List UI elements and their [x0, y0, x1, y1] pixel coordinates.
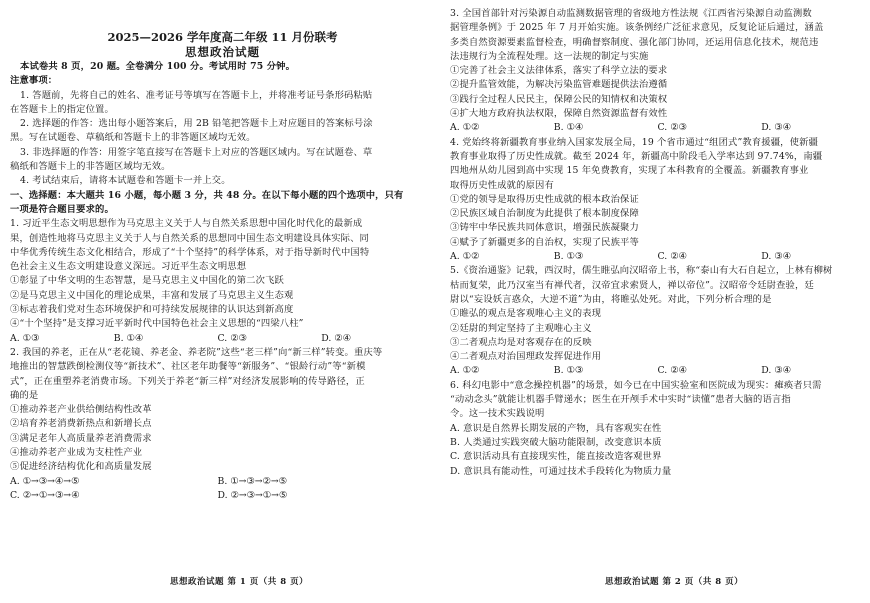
statement-item: ③铸牢中华民族共同体意识，增强民族凝聚力: [450, 222, 639, 234]
statement-item: ④赋予了新疆更多的自治权，实现了民族平等: [450, 236, 639, 248]
question-stem: 据管理条例》于 2025 年 7 月开始实施。该条例经广泛征求意见，反复论证后通过，涵盖: [450, 22, 824, 34]
question-stem: 枯而复荣，此乃汉室当有禅代者，汉帝宜求索贤人，禅以帝位”。汉昭帝令廷尉查验，廷: [450, 279, 814, 291]
statement-item: ③践行全过程人民民主，保障公民的知情权和决策权: [450, 93, 668, 105]
option-c: C. ②→①→③→④: [10, 489, 80, 501]
answer-options: [450, 250, 865, 264]
statement-item: ④扩大地方政府执法权限，保障自然资源监督有效性: [450, 108, 668, 120]
page-2: [450, 0, 865, 603]
exam-title: 2025—2026 学年度高二年级 11 月份联考: [107, 30, 338, 44]
option-c: C. ②④: [657, 251, 687, 263]
subject-title: 思想政治试题: [185, 45, 260, 59]
notes-heading: 注意事项：: [10, 75, 58, 87]
question-stem: 5.《资治通鉴》记载，西汉时，儒生睢弘向汉昭帝上书，称“泰山有大石自起立，上林有柳树: [450, 265, 833, 277]
statement-item: ②民族区域自治制度为此提供了根本制度保障: [450, 208, 639, 220]
statement-item: ③标志着我们党对生态环境保护和可持续发展规律的认识达到新高度: [10, 304, 294, 316]
exam-info: 本试卷共 8 页，20 题。全卷满分 100 分。考试用时 75 分钟。: [20, 61, 296, 72]
question-6: [450, 379, 865, 479]
note-line: 稿纸和答题卡上的非答题区域均无效。: [10, 161, 171, 173]
section-heading: 一项是符合题目要求的。: [10, 203, 114, 215]
question-4: [450, 136, 865, 265]
option-c: C. ②③: [217, 332, 247, 344]
option-c: C. ②③: [657, 122, 687, 134]
statement-item: ②是马克思主义中国化的理论成果，丰富和发展了马克思主义生态观: [10, 289, 294, 301]
statement-item: ⑤促进经济结构优化和高质量发展: [10, 461, 152, 473]
statement-item: ①党的领导是取得历史性成就的根本政治保证: [450, 193, 639, 205]
statement-item: ①睢弘的观点是客观唯心主义的表现: [450, 308, 602, 320]
note-line: 黑。写在试题卷、草稿纸和答题卡上的非答题区域均无效。: [10, 132, 256, 144]
option-d: D. ③④: [761, 365, 791, 377]
note-line: 3. 非选择题的作答：用签字笔直接写在答题卡上对应的答题区域内。写在试题卷、草: [20, 146, 373, 158]
question-3: [450, 7, 865, 136]
option-d: D. ②④: [321, 332, 351, 344]
question-stem: 地推出的智慧跌倒检测仪等“新技术”、社区老年助餐等“新服务”、“银龄行动”等“新模: [10, 361, 366, 373]
option-a: A. ①→③→④→⑤: [10, 475, 80, 487]
question-stem: 多类自然资源要素监督检查，明确督察制度、强化部门协同，还运用信息化技术，规范违: [450, 36, 819, 48]
option-c: C. ②④: [657, 365, 687, 377]
answer-options: [450, 121, 865, 135]
statement-item: ④推动养老产业成为支柱性产业: [10, 447, 143, 459]
option-b: B. ①→③→②→⑤: [217, 475, 287, 487]
question-stem: 取得历史性成就的原因有: [450, 179, 554, 191]
statement-item: ①推动养老产业供给侧结构性改革: [10, 404, 152, 416]
option-a: A. ①②: [450, 122, 480, 134]
question-stem: 法违规行为全流程处理。这一法规的制定与实施: [450, 50, 649, 62]
question-stem: 6. 科幻电影中“意念操控机器”的场景，如今已在中国实验室和医院成为现实：瘫痪者只需: [450, 379, 822, 391]
question-stem: 色社会主义生态文明建设意义深远。习近平生态文明思想: [10, 261, 247, 273]
option-d: D. ③④: [761, 122, 791, 134]
question-stem: 式”，正在重塑养老消费市场。下列关于养老“新三样”对经济发展影响的传导路径，正: [10, 375, 365, 387]
question-5: [450, 264, 865, 378]
option-b: B. ①③: [553, 251, 584, 263]
choice-b: B. 人类通过实践突破大脑功能限制，改变意识本质: [450, 436, 662, 448]
question-stem: 中华优秀传统生态文化相结合，形成了“十个坚持”的科学体系，对于指导新时代中国特: [10, 246, 370, 258]
question-stem: 4. 党始终将新疆教育事业纳入国家发展全局，19 个省市通过“组团式”教育援疆，使新疆: [450, 136, 818, 148]
choice-a: A. 意识是自然界长期发展的产物，具有客观实在性: [450, 422, 662, 434]
answer-options: [450, 364, 865, 378]
statement-item: ①完善了社会主义法律体系，落实了科学立法的要求: [450, 65, 668, 77]
statement-item: ③二者观点均是对客观存在的反映: [450, 336, 592, 348]
note-line: 在答题卡上的指定位置。: [10, 103, 114, 115]
option-d: D. ③④: [761, 251, 791, 263]
answer-options: [10, 489, 425, 503]
option-a: A. ①③: [10, 332, 40, 344]
page-1: [10, 0, 425, 603]
note-line: 2. 选择题的作答：选出每小题答案后，用 2B 铅笔把答题卡上对应题目的答案标号涂: [20, 118, 373, 130]
statement-item: ②提升监管效能，为解决污染监管难题提供法治遵循: [450, 79, 668, 91]
question-stem: 教育事业取得了历史性成就。截至 2024 年，新疆高中阶段毛入学率达到 97.74%，南疆: [450, 150, 823, 162]
section-heading: 一、选择题：本大题共 16 小题，每小题 3 分，共 48 分。在以下每小题的四个选项中，只有: [10, 189, 404, 201]
statement-item: ④“十个坚持”是支撑习近平新时代中国特色社会主义思想的“四梁八柱”: [10, 318, 304, 330]
choice-c: C. 意识活动具有直接现实性，能直接改造客观世界: [450, 451, 662, 463]
statement-item: ④二者观点对治国理政发挥促进作用: [450, 351, 602, 363]
note-line: 4. 考试结束后，请将本试题卷和答题卡一并上交。: [20, 175, 231, 187]
answer-options: [10, 475, 425, 489]
question-stem: 四地州从幼儿园到高中实现 15 年免费教育，实现了本科教育的全覆盖。新疆教育事业: [450, 165, 809, 177]
choice-d: D. 意识具有能动性，可通过技术手段转化为物质力量: [450, 465, 672, 477]
option-b: B. ①④: [553, 122, 584, 134]
question-stem: 3. 全国首部针对污染源自动监测数据管理的省级地方性法规《江西省污染源自动监测数: [450, 8, 812, 19]
note-line: 1. 答题前，先将自己的姓名、准考证号等填写在答题卡上，并将准考证号条形码粘贴: [20, 89, 373, 101]
binding-edge: [0, 0, 6, 603]
question-stem: 2. 我国的养老，正在从“老花镜、养老金、养老院”这些“老三样”向“新三样”转变。重庆等: [10, 346, 383, 358]
question-1: [10, 217, 425, 346]
option-a: A. ①②: [450, 365, 480, 377]
question-stem: 果，创造性地将马克思主义关于人与自然关系的思想同中国生态文明建设具体实际、同: [10, 232, 369, 244]
question-stem: 令。这一技术实践说明: [450, 408, 545, 420]
statement-item: ②廷尉的判定坚持了主观唯心主义: [450, 322, 592, 334]
option-d: D. ②→③→①→⑤: [217, 489, 288, 501]
option-b: B. ①④: [113, 332, 144, 344]
answer-options: [10, 332, 425, 346]
statement-item: ②培育养老消费新热点和新增长点: [10, 418, 152, 430]
statement-item: ③满足老年人高质量养老消费需求: [10, 432, 152, 444]
question-stem: 1. 习近平生态文明思想作为马克思主义关于人与自然关系思想中国化时代化的最新成: [10, 218, 363, 230]
question-stem: 尉以“妄设妖言惑众，大逆不道”为由，将睢弘处死。对此，下列分析合理的是: [450, 293, 772, 305]
page-1-footer: 思想政治试题 第 1 页（共 8 页）: [170, 577, 309, 587]
question-stem: “动动念头”就能让机器手臂递水；医生在开颅手术中实时“读懂”患者大脑的语言指: [450, 394, 791, 406]
page-2-footer: 思想政治试题 第 2 页（共 8 页）: [605, 577, 744, 587]
question-2: [10, 346, 425, 503]
option-a: A. ①②: [450, 251, 480, 263]
question-stem: 确的是: [10, 389, 39, 401]
statement-item: ①彰显了中华文明的生态智慧，是马克思主义中国化的第二次飞跃: [10, 275, 284, 287]
option-b: B. ①③: [553, 365, 584, 377]
